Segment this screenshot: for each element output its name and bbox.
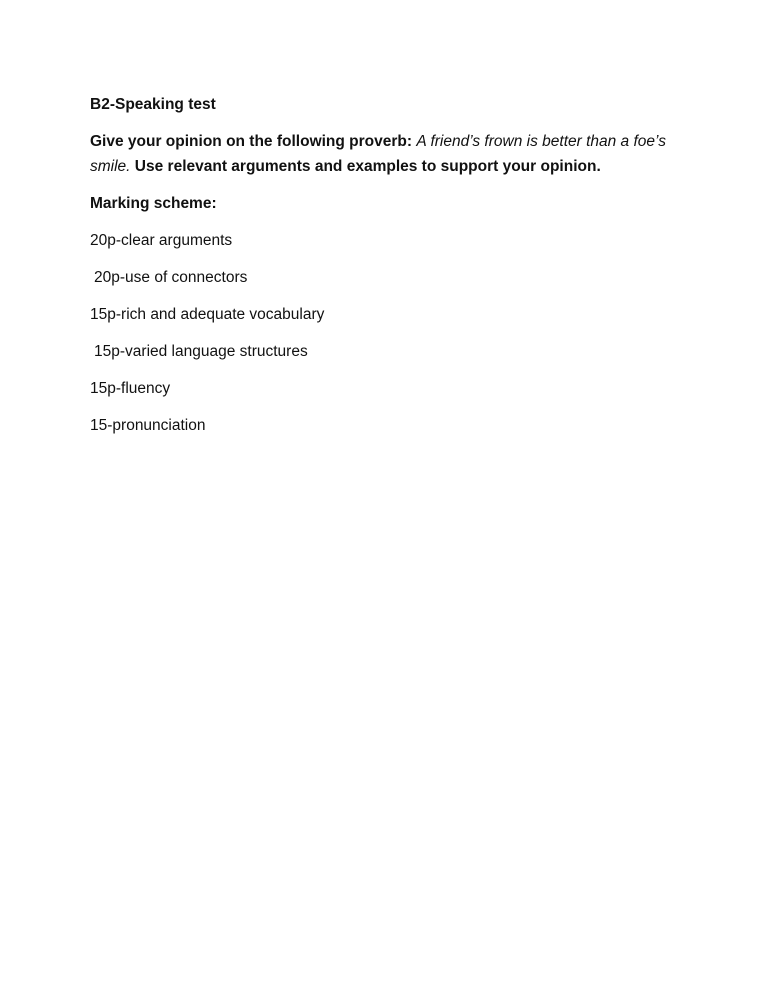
criterion-item xyxy=(90,302,690,327)
criterion-item xyxy=(90,413,690,438)
criterion-points: 20 xyxy=(94,269,112,286)
criterion-text: p-clear arguments xyxy=(107,232,233,249)
marking-scheme-heading: Marking scheme: xyxy=(90,195,217,212)
criterion-text: -pronunciation xyxy=(107,417,206,434)
marking-criteria-list xyxy=(90,228,690,438)
criterion-item xyxy=(90,339,690,364)
proverb-text: A friend’s frown is better than a foe’s smile. xyxy=(90,133,666,175)
criterion-points: 15 xyxy=(90,380,108,397)
prompt-instruction: Use relevant arguments and examples to support your opinion. xyxy=(134,158,601,175)
prompt-lead: Give your opinion on the following proverb: xyxy=(90,133,413,150)
criterion-points: 15 xyxy=(90,306,108,323)
criterion-item xyxy=(90,376,690,401)
criterion-points: 15 xyxy=(90,417,108,434)
criterion-item xyxy=(90,265,690,290)
criterion-text: p-fluency xyxy=(107,380,171,397)
document-content xyxy=(90,92,690,450)
criterion-points: 15 xyxy=(94,343,112,360)
task-prompt xyxy=(90,129,690,179)
criterion-text: p-rich and adequate vocabulary xyxy=(107,306,325,323)
criterion-text: p-varied language structures xyxy=(111,343,308,360)
document-title: B2-Speaking test xyxy=(90,96,216,113)
criterion-text: p-use of connectors xyxy=(111,269,248,286)
criterion-points: 20 xyxy=(90,232,108,249)
criterion-item xyxy=(90,228,690,253)
